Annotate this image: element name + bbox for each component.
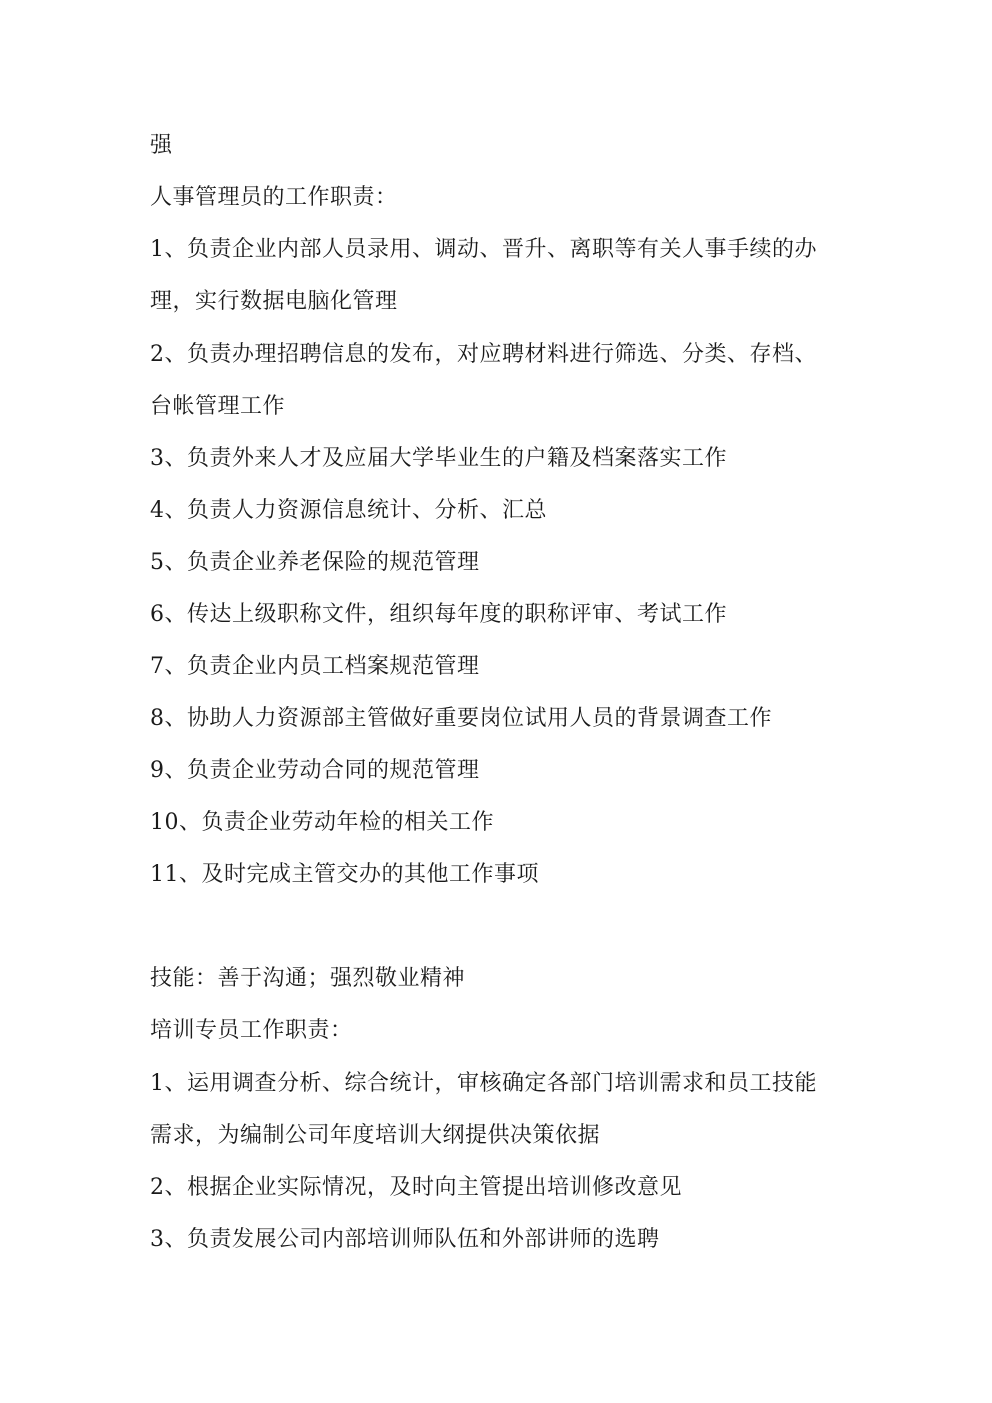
hr-duty-line: 理，实行数据电脑化管理 xyxy=(150,289,398,314)
hr-duty-line: 7、负责企业内员工档案规范管理 xyxy=(150,654,480,679)
training-specialist-title: 培训专员工作职责： xyxy=(150,1018,353,1043)
training-duty-line: 需求，为编制公司年度培训大纲提供决策依据 xyxy=(150,1123,601,1148)
hr-duty-line: 5、负责企业养老保险的规范管理 xyxy=(150,550,480,575)
fragment-text: 强 xyxy=(150,133,173,158)
hr-duty-line: 台帐管理工作 xyxy=(150,394,286,419)
hr-duty-line: 6、传达上级职称文件，组织每年度的职称评审、考试工作 xyxy=(150,602,727,627)
hr-duty-line: 3、负责外来人才及应届大学毕业生的户籍及档案落实工作 xyxy=(150,446,727,471)
hr-duty-line: 9、负责企业劳动合同的规范管理 xyxy=(150,758,480,783)
hr-duty-line: 4、负责人力资源信息统计、分析、汇总 xyxy=(150,498,547,523)
hr-duty-line: 1、负责企业内部人员录用、调动、晋升、离职等有关人事手续的办 xyxy=(150,237,817,262)
hr-duty-line: 2、负责办理招聘信息的发布，对应聘材料进行筛选、分类、存档、 xyxy=(150,342,817,367)
skills-line: 技能：善于沟通；强烈敬业精神 xyxy=(150,966,466,991)
hr-duty-line: 10、负责企业劳动年检的相关工作 xyxy=(150,810,494,835)
training-duty-line: 3、负责发展公司内部培训师队伍和外部讲师的选聘 xyxy=(150,1227,660,1252)
training-duty-line: 2、根据企业实际情况，及时向主管提出培训修改意见 xyxy=(150,1175,682,1200)
hr-admin-duties-title: 人事管理员的工作职责： xyxy=(150,185,398,210)
training-duty-line: 1、运用调查分析、综合统计，审核确定各部门培训需求和员工技能 xyxy=(150,1071,817,1096)
hr-duty-line: 11、及时完成主管交办的其他工作事项 xyxy=(150,862,539,887)
hr-duty-line: 8、协助人力资源部主管做好重要岗位试用人员的背景调查工作 xyxy=(150,706,772,731)
